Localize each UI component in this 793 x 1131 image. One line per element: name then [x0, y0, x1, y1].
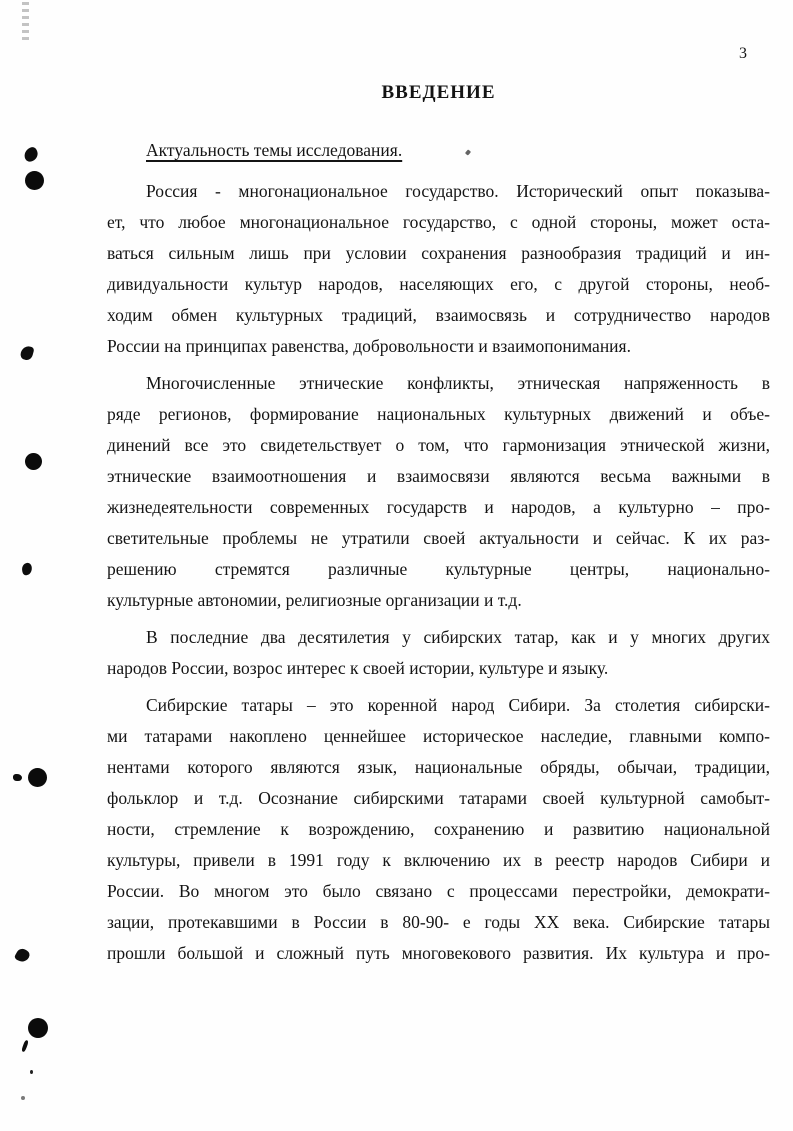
section-title: ВВЕДЕНИЕ [381, 82, 496, 103]
text-line: этнические взаимоотношения и взаимосвязи являются весьма важными в [107, 466, 770, 486]
ink-blot [28, 1018, 48, 1038]
text-line: Сибирские татары – это коренной народ Сибири. За столетия сибирски- [146, 695, 770, 715]
text-line: культурные автономии, религиозные организации и т.д. [107, 590, 522, 610]
ink-smudge [13, 774, 22, 781]
text-line: нентами которого являются язык, национальные обряды, обычаи, традиции, [107, 757, 770, 777]
paragraph [107, 368, 770, 616]
text-line: Россия - многонациональное государство. Исторический опыт показыва- [146, 181, 770, 201]
scan-speck [21, 1096, 25, 1100]
ink-smudge [14, 947, 32, 965]
text-line: решению стремятся различные культурные центры, национально- [107, 559, 770, 579]
text-line: динений все это свидетельствует о том, что гармонизация этнической жизни, [107, 435, 770, 455]
ink-blot [25, 453, 42, 470]
text-line: фольклор и т.д. Осознание сибирскими татарами своей культурной самобыт- [107, 788, 770, 808]
scan-speck [30, 1070, 33, 1074]
scan-speckle-trail [22, 2, 29, 40]
paragraph [107, 622, 770, 684]
ink-smudge [21, 562, 33, 576]
ink-blot [25, 171, 44, 190]
ink-smudge [22, 146, 40, 164]
ink-smudge [19, 345, 34, 362]
text-line: России. Во многом это было связано с процессами перестройки, демократи- [107, 881, 770, 901]
subsection-heading-text: Актуальность темы исследования. [146, 140, 403, 160]
text-line: ми татарами накоплено ценнейшее историческое наследие, главными компо- [107, 726, 770, 746]
text-line: Многочисленные этнические конфликты, этническая напряженность в [146, 373, 770, 393]
ink-smudge [21, 1040, 29, 1053]
text-line: ходим обмен культурных традиций, взаимосвязь и сотрудничество народов [107, 305, 770, 325]
text-line: культуры, привели в 1991 году к включению их в реестр народов Сибири и [107, 850, 770, 870]
subsection-heading [107, 140, 770, 161]
page-number: 3 [739, 45, 747, 62]
text-line: ет, что любое многонациональное государство, с одной стороны, может оста- [107, 212, 770, 232]
text-line: жизнедеятельности современных государств и народов, а культурно – про- [107, 497, 770, 517]
text-line: России на принципах равенства, добровольности и взаимопонимания. [107, 336, 631, 356]
text-line: ряде регионов, формирование национальных культурных движений и объе- [107, 404, 770, 424]
text-line: народов России, возрос интерес к своей истории, культуре и языку. [107, 658, 609, 678]
paragraph [107, 176, 770, 362]
body-text [107, 176, 770, 969]
ink-blot [28, 768, 47, 787]
text-line: зации, протекавшими в России в 80-90- е годы XX века. Сибирские татары [107, 912, 770, 932]
paragraph [107, 690, 770, 969]
text-line: ваться сильным лишь при условии сохранения разнообразия традиций и ин- [107, 243, 770, 263]
text-line: светительные проблемы не утратили своей актуальности и сейчас. К их раз- [107, 528, 770, 548]
text-line: прошли большой и сложный путь многовекового развития. Их культура и про- [107, 943, 770, 963]
text-line: ности, стремление к возрождению, сохранению и развитию национальной [107, 819, 770, 839]
text-line: В последние два десятилетия у сибирских татар, как и у многих других [146, 627, 770, 647]
text-line: дивидуальности культур народов, населяющих его, с другой стороны, необ- [107, 274, 770, 294]
